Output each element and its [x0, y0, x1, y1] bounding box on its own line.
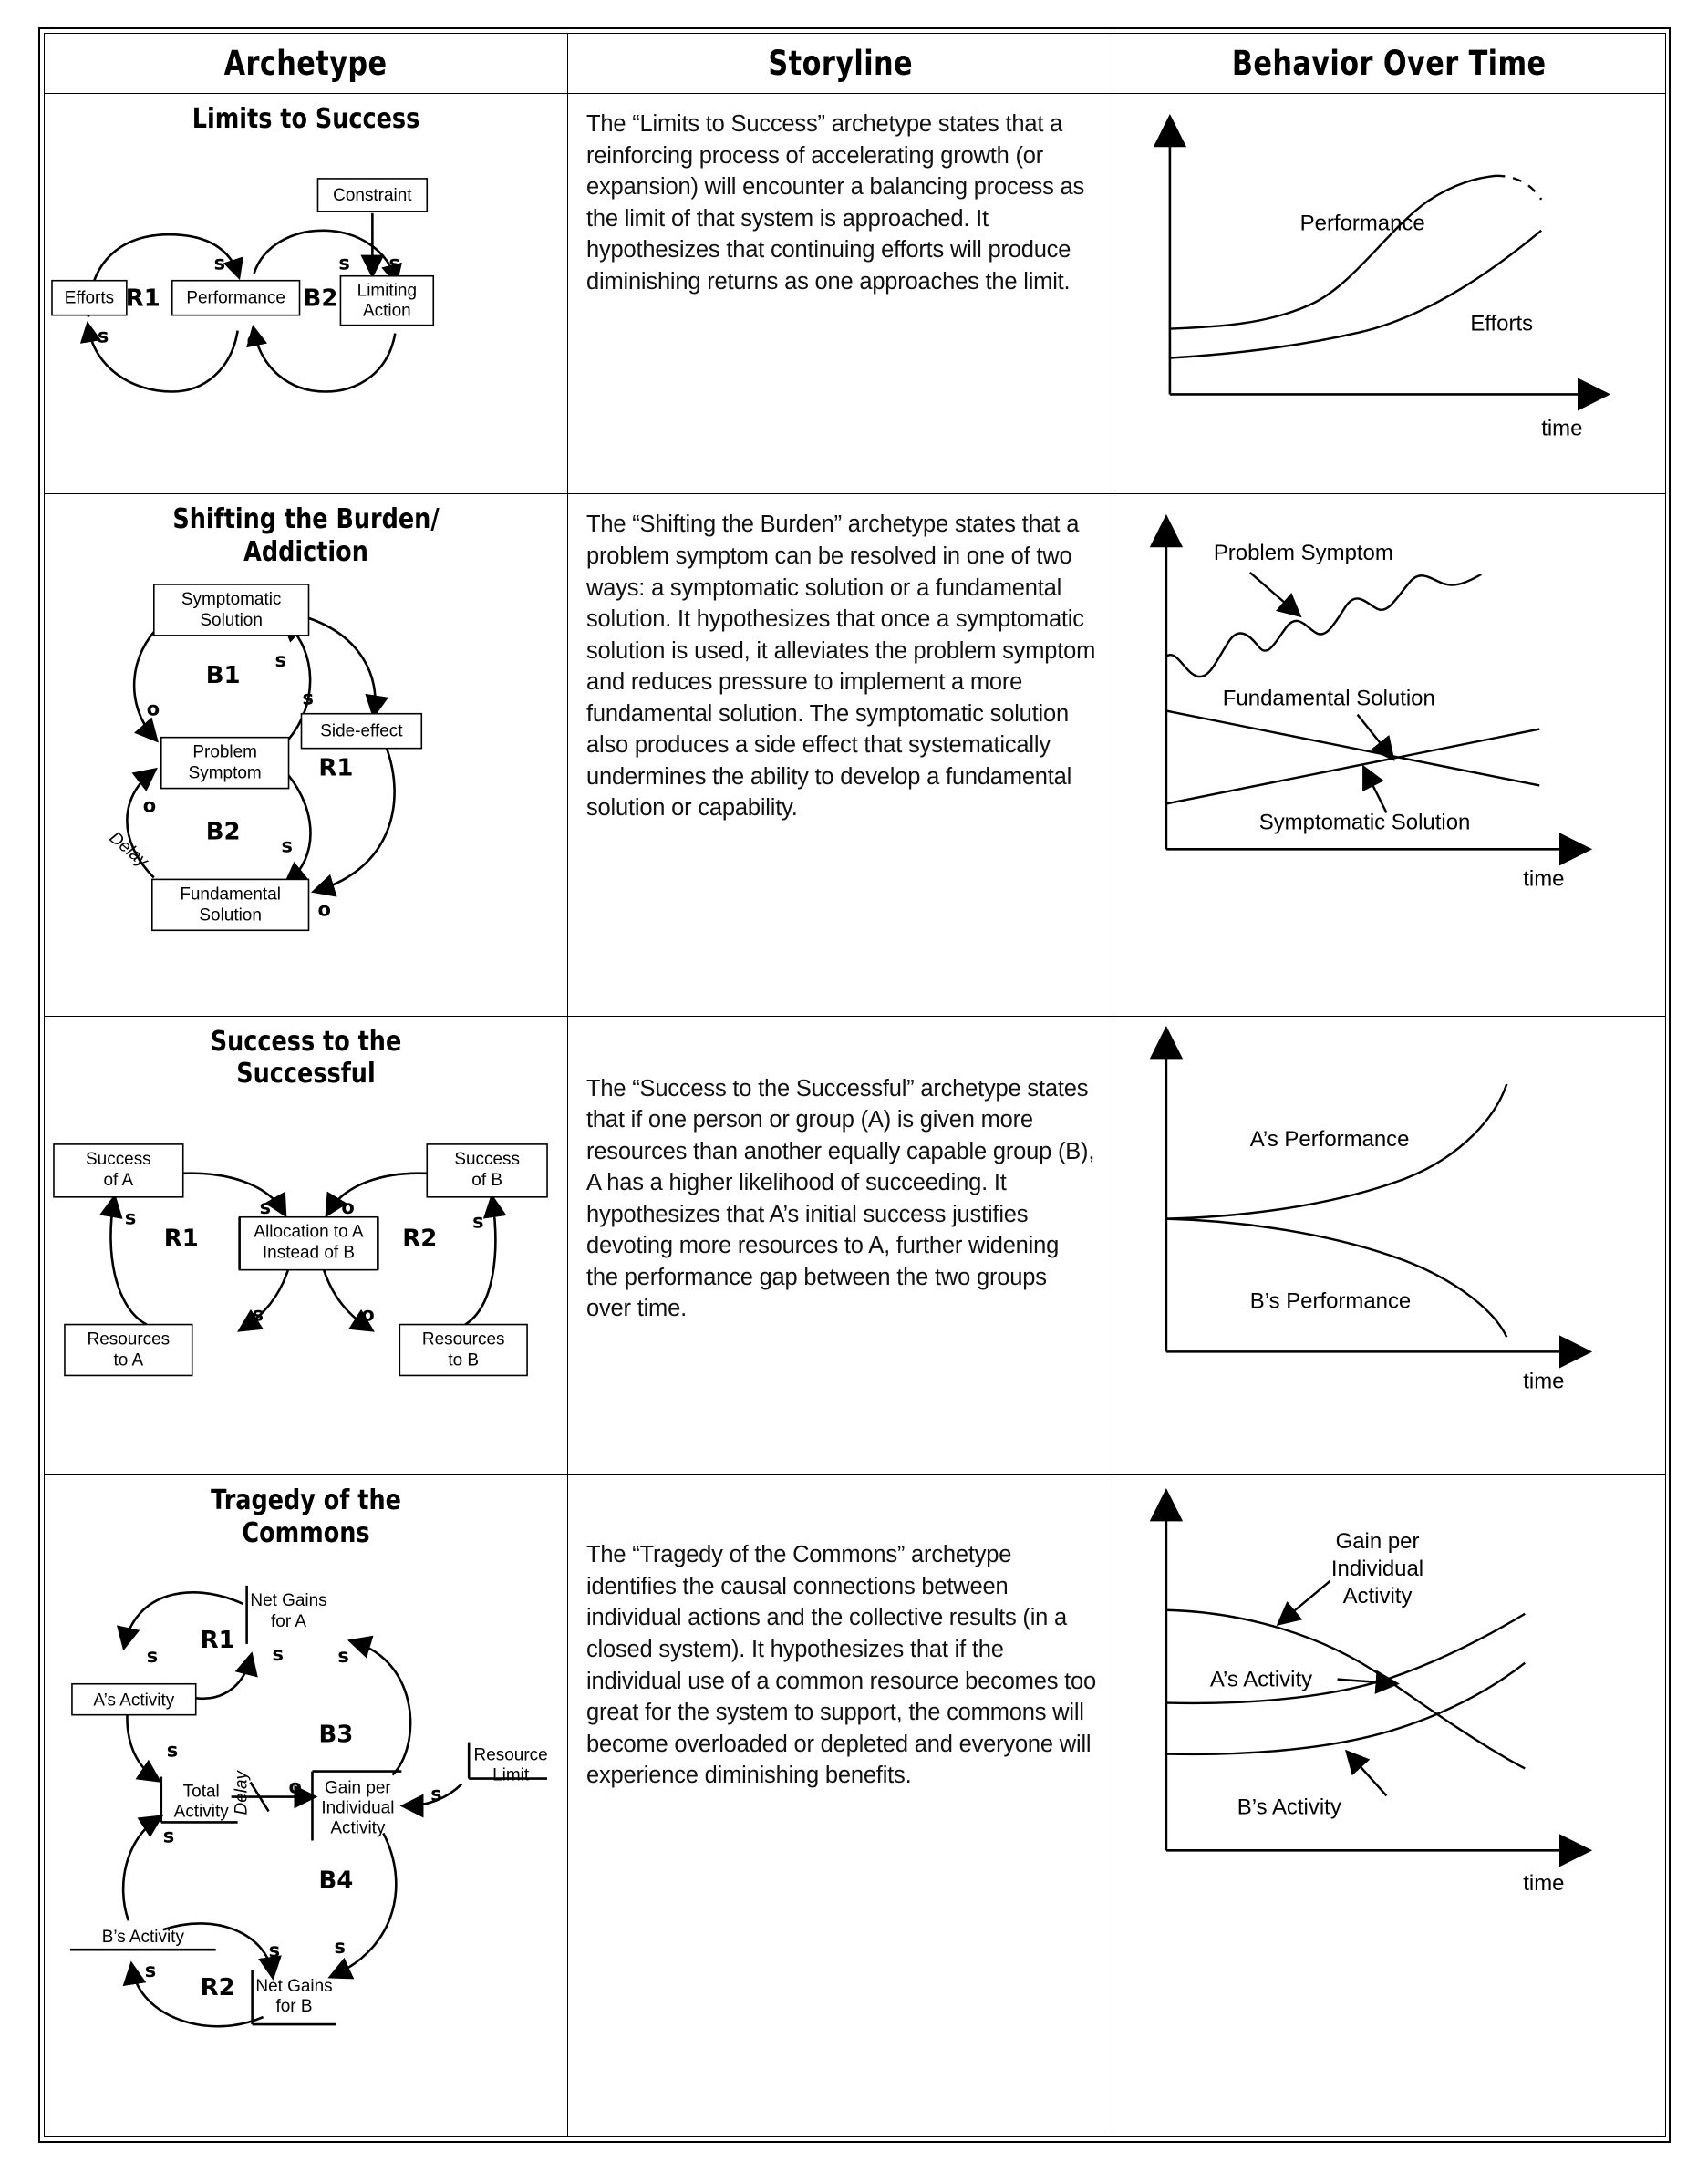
series-label-performance: Performance	[1299, 211, 1425, 236]
archetype-title-shifting: Shifting the Burden/ Addiction	[172, 503, 440, 568]
loop-label-b2: B2	[303, 285, 338, 314]
link-mark-s: s	[146, 1644, 159, 1667]
svg-text:to A: to A	[113, 1350, 144, 1370]
link-mark-o: o	[142, 794, 157, 817]
svg-text:Activity: Activity	[1342, 1584, 1413, 1609]
svg-text:Allocation to A: Allocation to A	[254, 1223, 364, 1243]
loop-label-r2: R2	[200, 1974, 235, 2002]
link-mark-o: o	[288, 1775, 302, 1798]
link-mark-s: s	[252, 1303, 264, 1326]
storyline-cell-success-to-the-successful	[568, 1016, 1113, 1475]
bot-chart-cell-limits-to-success	[1113, 94, 1666, 494]
link-mark-o: o	[361, 1303, 375, 1326]
series-label-fundamental-solution: Fundamental Solution	[1222, 687, 1435, 712]
cld-diagram-tragedy-of-the-commons	[45, 1549, 567, 2059]
archetype-title-limits: Limits to Success	[192, 103, 420, 135]
node-performance-label: Performance	[186, 289, 285, 309]
storyline-cell-shifting-the-burden	[568, 494, 1113, 1016]
axis-label-time: time	[1523, 1368, 1565, 1393]
bot-chart-cell-success-to-the-successful	[1113, 1016, 1666, 1475]
link-mark-s: s	[144, 1960, 157, 1982]
header-archetype	[45, 34, 568, 94]
series-label-b-performance: B’s Performance	[1249, 1288, 1412, 1314]
link-mark-s: s	[213, 253, 226, 275]
storyline-cell-limits-to-success	[568, 94, 1113, 494]
axis-label-time: time	[1523, 866, 1565, 892]
series-label-problem-symptom: Problem Symptom	[1213, 541, 1393, 566]
link-mark-s: s	[166, 1739, 179, 1762]
archetype-cell-limits-to-success	[45, 94, 568, 494]
delay-label: Delay	[232, 1771, 252, 1815]
node-side-effect-label: Side-effect	[320, 721, 403, 741]
header-storyline	[568, 34, 1113, 94]
svg-text:Resources: Resources	[87, 1329, 171, 1350]
loop-label-r1: R1	[200, 1626, 235, 1654]
link-mark-s: s	[338, 253, 350, 275]
svg-text:of B: of B	[471, 1171, 503, 1191]
svg-text:Success: Success	[454, 1150, 520, 1170]
svg-text:Net Gains: Net Gains	[250, 1591, 327, 1611]
svg-text:Total: Total	[182, 1782, 220, 1802]
link-mark-s: s	[281, 834, 294, 857]
svg-text:Solution: Solution	[199, 905, 262, 926]
link-mark-o: o	[341, 1196, 355, 1219]
bot-chart-tragedy-of-the-commons	[1113, 1475, 1665, 1949]
loop-label-r1: R1	[318, 754, 354, 782]
cld-diagram-limits-to-success	[45, 135, 567, 435]
table-header-row	[45, 34, 1666, 94]
svg-text:Action: Action	[363, 302, 411, 322]
cld-diagram-shifting-the-burden	[45, 568, 567, 950]
axis-label-time: time	[1541, 416, 1583, 441]
link-mark-s: s	[334, 1936, 346, 1959]
loop-label-r2: R2	[402, 1226, 438, 1254]
link-mark-s: s	[337, 1644, 349, 1667]
loop-label-r1: R1	[163, 1226, 199, 1254]
svg-text:Success: Success	[86, 1150, 151, 1170]
link-mark-o: o	[246, 328, 261, 351]
header-behavior-over-time	[1113, 34, 1666, 94]
link-mark-s: s	[430, 1783, 442, 1805]
link-mark-s: s	[162, 1825, 175, 1847]
svg-text:Symptom: Symptom	[188, 763, 262, 783]
bot-chart-success-to-the-successful	[1113, 1017, 1665, 1408]
svg-text:Resource: Resource	[473, 1745, 548, 1765]
header-storyline-label: Storyline	[768, 44, 913, 83]
svg-text:Individual: Individual	[1330, 1557, 1424, 1582]
table-row	[45, 1016, 1666, 1475]
bot-chart-shifting-the-burden	[1113, 494, 1665, 922]
header-behavior-label: Behavior Over Time	[1232, 44, 1547, 83]
archetypes-table	[44, 33, 1666, 2137]
storyline-cell-tragedy-of-the-commons	[568, 1475, 1113, 2137]
svg-text:to B: to B	[448, 1350, 480, 1370]
svg-text:Instead of B: Instead of B	[262, 1244, 356, 1264]
svg-text:for A: for A	[271, 1612, 307, 1632]
svg-text:Limit: Limit	[492, 1765, 530, 1785]
bot-chart-cell-tragedy-of-the-commons	[1113, 1475, 1666, 2137]
link-mark-s: s	[274, 649, 287, 672]
table-row	[45, 94, 1666, 494]
axis-label-time: time	[1523, 1871, 1565, 1897]
series-label-a-performance: A’s Performance	[1249, 1126, 1410, 1152]
delay-label: Delay	[105, 828, 152, 872]
link-mark-o: o	[146, 698, 160, 720]
series-label-efforts: Efforts	[1470, 311, 1534, 336]
series-label-a-activity: A’s Activity	[1209, 1668, 1313, 1693]
storyline-text-shifting: The “Shifting the Burden” archetype states that a problem symptom can be resolved in one of two ways: a symptomatic solution or a fundamental solution. It hypothesizes that once a symptomatic solution is used, it alleviates the problem symptom and reduces pressure to implement a more fundamental solution. The symptomatic solution also produces a side effect that systematically undermines the ability to develop a fundamental solution or capability.	[586, 512, 1096, 822]
header-archetype-label: Archetype	[224, 44, 388, 83]
archetype-cell-tragedy-of-the-commons	[45, 1475, 568, 2137]
svg-text:Gain per: Gain per	[1335, 1529, 1420, 1555]
archetype-title-tragedy: Tragedy of the Commons	[211, 1484, 401, 1549]
table-row	[45, 494, 1666, 1016]
storyline-text-limits: The “Limits to Success” archetype states that a reinforcing process of accelerating growth (or expansion) will encounter a balancing process as the limit of that system is approached. It hypothesizes that continuing efforts will produce diminishing returns as one approaches the limit.	[586, 111, 1085, 295]
svg-text:Symptomatic: Symptomatic	[181, 590, 282, 610]
link-mark-s: s	[388, 253, 400, 275]
link-mark-s: s	[272, 1642, 285, 1665]
table-row	[45, 1475, 1666, 2137]
loop-label-b4: B4	[318, 1867, 354, 1895]
link-mark-s: s	[268, 1939, 281, 1962]
link-mark-o: o	[317, 898, 331, 921]
archetype-cell-shifting-the-burden	[45, 494, 568, 1016]
link-mark-s: s	[472, 1211, 484, 1234]
loop-label-r1: R1	[125, 285, 160, 314]
bot-chart-cell-shifting-the-burden	[1113, 494, 1666, 1016]
link-mark-s: s	[124, 1207, 137, 1230]
node-efforts-label: Efforts	[64, 289, 115, 309]
svg-text:Limiting: Limiting	[357, 282, 418, 302]
svg-text:Problem: Problem	[192, 742, 257, 762]
svg-text:Activity: Activity	[330, 1818, 386, 1838]
svg-text:Activity: Activity	[173, 1802, 229, 1822]
cld-diagram-success-to-the-successful	[45, 1090, 567, 1390]
svg-text:for B: for B	[275, 1997, 313, 2017]
archetype-cell-success-to-the-successful	[45, 1016, 568, 1475]
storyline-text-success: The “Success to the Successful” archetype states that if one person or group (A) is given more resources than another equally capable group (B), A has a higher likelihood of succeeding. It hypothesizes that A’s initial success justifies devoting more resources to A, further widening the performance gap between the two groups over time.	[586, 1075, 1095, 1322]
archetype-title-success: Success to the Successful	[210, 1025, 402, 1091]
bot-chart-limits-to-success	[1113, 94, 1665, 476]
series-label-b-activity: B’s Activity	[1237, 1794, 1341, 1820]
svg-text:of A: of A	[103, 1171, 134, 1191]
svg-text:Gain per: Gain per	[325, 1778, 391, 1798]
link-mark-s: s	[259, 1196, 272, 1219]
link-mark-s: s	[97, 325, 109, 347]
node-b-activity-label: B’s Activity	[101, 1928, 184, 1948]
svg-text:Solution: Solution	[200, 611, 263, 631]
loop-label-b3: B3	[318, 1721, 354, 1749]
svg-text:Fundamental: Fundamental	[180, 884, 281, 905]
series-label-symptomatic-solution: Symptomatic Solution	[1258, 810, 1471, 835]
node-constraint-label: Constraint	[333, 186, 412, 206]
link-mark-s: s	[302, 688, 314, 710]
node-a-activity-label: A’s Activity	[93, 1691, 175, 1711]
loop-label-b2: B2	[205, 818, 241, 846]
svg-text:Resources: Resources	[421, 1329, 505, 1350]
svg-text:Individual: Individual	[321, 1798, 395, 1818]
svg-text:Net Gains: Net Gains	[255, 1977, 333, 1997]
loop-label-b1: B1	[205, 662, 241, 690]
storyline-text-tragedy: The “Tragedy of the Commons” archetype identifies the causal connections between individual actions and the collective results (in a closed system). It hypothesizes that if the individual use of a common resource becomes too great for the system to support, the commons will become overloaded or depleted and everyone will experience diminishing benefits.	[586, 1542, 1096, 1789]
